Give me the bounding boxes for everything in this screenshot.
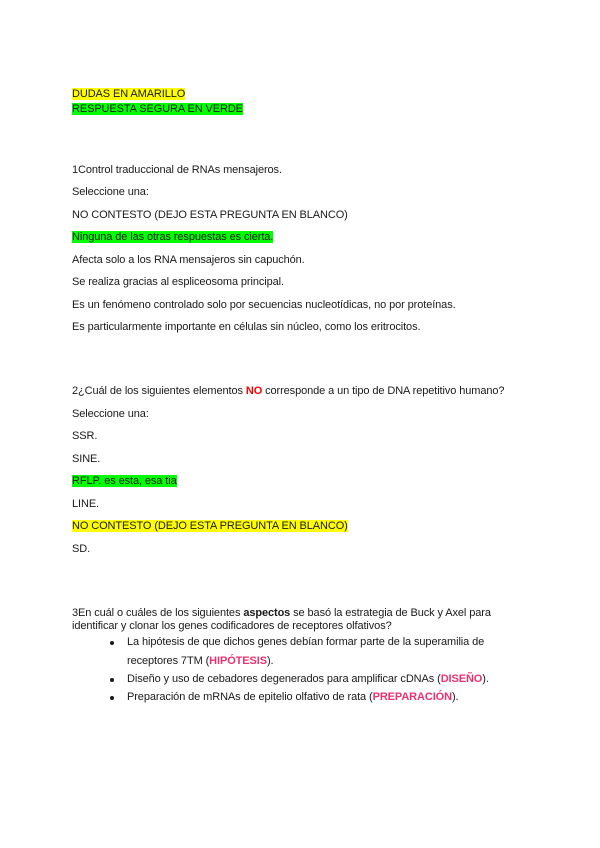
q2-option-doubt: NO CONTESTO (DEJO ESTA PREGUNTA EN BLANCO) — [72, 520, 348, 532]
q1-option: Afecta solo a los RNA mensajeros sin capuchón. — [72, 254, 305, 266]
legend-green: RESPUESTA SEGURA EN VERDE — [72, 103, 243, 115]
q3-bullet-3: Preparación de mRNAs de epitelio olfativo de rata (PREPARACIÓN). — [127, 691, 459, 703]
q2-option: SSR. — [72, 430, 98, 442]
q3-title-line2: identificar y clonar los genes codificadores de receptores olfativos? — [72, 620, 392, 632]
q1-option: Es un fenómeno controlado solo por secuencias nucleotídicas, no por proteínas. — [72, 299, 456, 311]
q2-option: SD. — [72, 543, 91, 555]
q1-prompt: Seleccione una: — [72, 186, 149, 198]
q2-option: LINE. — [72, 498, 100, 510]
bullet-icon — [110, 678, 114, 682]
q2-title: 2¿Cuál de los siguientes elementos NO corresponde a un tipo de DNA repetitivo humano? — [72, 385, 505, 397]
q3-bullet-1-line1: La hipótesis de que dichos genes debían formar parte de la superamilia de — [127, 636, 485, 648]
q3-title: 3En cuál o cuáles de los siguientes aspectos se basó la estrategia de Buck y Axel para — [72, 607, 491, 619]
q1-title: 1Control traduccional de RNAs mensajeros. — [72, 164, 282, 176]
bullet-icon — [110, 641, 114, 645]
q2-option: SINE. — [72, 453, 101, 465]
q2-prompt: Seleccione una: — [72, 408, 149, 420]
q1-option: Se realiza gracias al espliceosoma principal. — [72, 276, 284, 288]
bullet-icon — [110, 696, 114, 700]
q3-bullet-2: Diseño y uso de cebadores degenerados para amplificar cDNAs (DISEÑO). — [127, 673, 489, 685]
q1-option: Es particularmente importante en células sin núcleo, como los eritrocitos. — [72, 321, 421, 333]
q2-option-correct: RFLP. es esta, esa tia — [72, 475, 177, 487]
q1-option-correct: Ninguna de las otras respuestas es cierta. — [72, 231, 274, 243]
legend-yellow: DUDAS EN AMARILLO — [72, 88, 186, 100]
q1-option: NO CONTESTO (DEJO ESTA PREGUNTA EN BLANCO) — [72, 209, 348, 221]
q3-bullet-1-line2: receptores 7TM (HIPÓTESIS). — [127, 655, 274, 667]
